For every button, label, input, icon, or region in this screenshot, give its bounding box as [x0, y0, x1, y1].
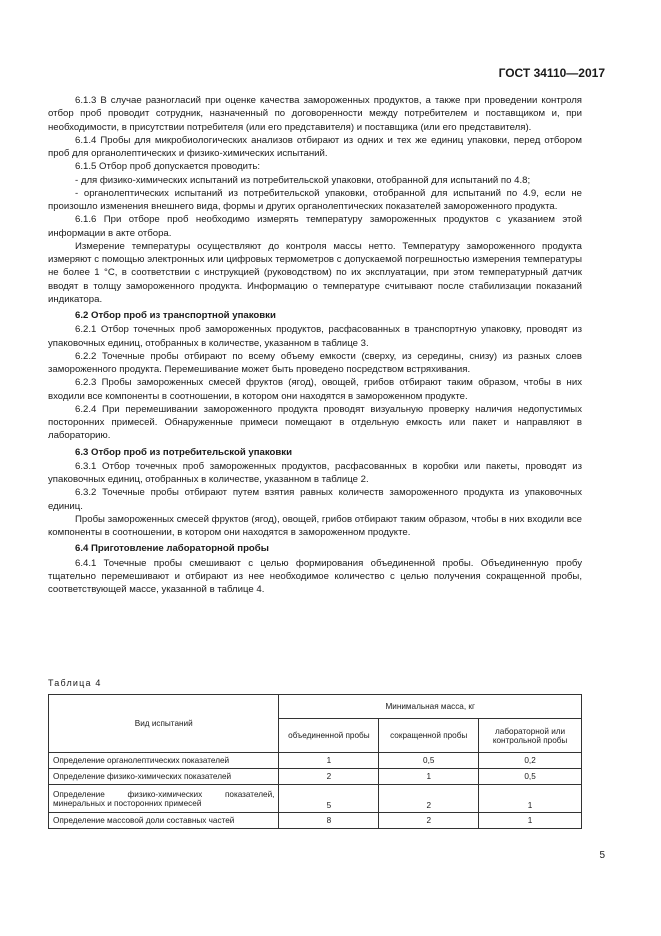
- table-row: [49, 769, 582, 785]
- paragraph-6-1-3: 6.1.3 В случае разногласий при оценке качества замороженных продуктов, а также при проведении контроля отбор проб проводит сотрудник, назначенный по договоренности между потребителем и поставщиком и, при необходимости, в присутствии потребителя (или его представителя) и поставщика (или его представителя).: [48, 95, 582, 133]
- paragraph-6-3-2: 6.3.2 Точечные пробы отбирают путем взятия равных количеств замороженного продукта из упаковочных единиц.: [48, 487, 582, 512]
- paragraph-6-1-4: 6.1.4 Пробы для микробиологических анализов отбирают из одних и тех же единиц упаковки, перед отбором проб для органолептических и физико-химических испытаний.: [48, 134, 582, 159]
- row-test-name: Определение органолептических показателей: [49, 753, 279, 769]
- paragraph-6-1-5: 6.1.5 Отбор проб допускается проводить:: [75, 161, 261, 173]
- row-value: 0,5: [479, 769, 582, 785]
- row-value: 1: [379, 769, 479, 785]
- table-row: [49, 785, 582, 813]
- header-combined-sample: объединенной пробы: [279, 719, 379, 753]
- section-heading-6-2: 6.2 Отбор проб из транспортной упаковки: [75, 310, 276, 321]
- paragraph-6-2-3: 6.2.3 Пробы замороженных смесей фруктов (ягод), овощей, грибов отбирают таким образом, чтобы в них входили все компоненты в соотношении, в котором они находятся в замороженном продукте.: [48, 377, 582, 402]
- row-value: 0,5: [379, 753, 479, 769]
- row-value: 2: [279, 769, 379, 785]
- paragraph-6-1-6: 6.1.6 При отборе проб необходимо измерять температуру замороженных продуктов с указанием этой информации в акте отбора.: [48, 214, 582, 239]
- row-value: 1: [479, 813, 582, 829]
- row-value: 2: [379, 785, 479, 813]
- document-code: ГОСТ 34110—2017: [498, 66, 605, 80]
- paragraph-6-3-2-continued: Пробы замороженных смесей фруктов (ягод), овощей, грибов отбирают таким образом, чтобы в них входили все компоненты в соотношении, в котором они находятся в замороженном продукте.: [48, 513, 582, 538]
- section-heading-6-3: 6.3 Отбор проб из потребительской упаковки: [75, 446, 292, 458]
- header-lab-sample: лабораторной или контрольной пробы: [479, 719, 582, 753]
- paragraph-6-3-1: 6.3.1 Отбор точечных проб замороженных продуктов, расфасованных в коробки или пакеты, проводят из упаковочных единиц, отобранных в количестве, указанном в таблице 2.: [48, 460, 582, 485]
- row-value: 1: [479, 785, 582, 813]
- table-row: [49, 813, 582, 829]
- row-value: 1: [279, 753, 379, 769]
- header-reduced-sample: сокращенной пробы: [379, 719, 479, 753]
- header-min-mass: Минимальная масса, кг: [279, 695, 582, 719]
- paragraph-6-4-1: 6.4.1 Точечные пробы смешивают с целью формирования объединенной пробы. Объединенную пробу тщательно перемешивают и отбирают из нее необходимое количество с целью получения сокращенной пробы, соответствующей массе, указанной в таблице 4.: [48, 557, 582, 595]
- header-test-type: Вид испытаний: [49, 695, 279, 753]
- paragraph-6-2-1: 6.2.1 Отбор точечных проб замороженных продуктов, расфасованных в транспортную упаковку, проводят из упаковочных единиц, отобранных в количестве, указанном в таблице 3.: [48, 324, 582, 349]
- row-test-name: Определение физико-химических показателей: [49, 769, 279, 785]
- page-number: 5: [599, 850, 605, 861]
- row-test-name: Определение массовой доли составных частей: [49, 813, 279, 829]
- row-value: 5: [279, 785, 379, 813]
- table-row: [49, 753, 582, 769]
- row-value: 8: [279, 813, 379, 829]
- document-body: [48, 94, 582, 596]
- section-heading-6-4: 6.4 Приготовление лабораторной пробы: [75, 543, 269, 555]
- mass-table: [48, 694, 582, 829]
- paragraph-6-1-6-continued: Измерение температуры осуществляют до контроля массы нетто. Температуру замороженного продукта измеряют с помощью электронных или цифровых термометров с допускаемой погрешностью измерения температуры не более 1 °C, в соответствии с инструкцией (руководством) по их эксплуатации, при этом температурный датчик вводят в толщу замороженного продукта. Информацию о температуре считывают после стабилизации показаний индикатора.: [48, 240, 582, 305]
- paragraph-6-1-5-item-a: - для физико-химических испытаний из потребительской упаковки, отобранной для испытаний по 4.8;: [75, 174, 531, 186]
- paragraph-6-2-2: 6.2.2 Точечные пробы отбирают по всему объему емкости (сверху, из середины, снизу) из разных слоев замороженного продукта. Перемешивание может быть проведено посредством встряхивания.: [48, 350, 582, 375]
- table-caption: Таблица 4: [48, 678, 102, 688]
- paragraph-6-1-5-item-b: - органолептических испытаний из потребительской упаковки, отобранной для испытаний по 4.9, если не произошло изменения внешнего вида, формы и других органолептических показателей замороженного продукта.: [48, 187, 582, 212]
- row-value: 0,2: [479, 753, 582, 769]
- row-value: 2: [379, 813, 479, 829]
- row-test-name: Определение физико-химических показателей, минеральных и посторонних примесей: [49, 785, 279, 813]
- paragraph-6-2-4: 6.2.4 При перемешивании замороженного продукта проводят визуальную проверку наличия недопустимых посторонних примесей. Обнаруженные примеси помещают в отдельную емкость или пакет и направляют в лабораторию.: [48, 403, 582, 442]
